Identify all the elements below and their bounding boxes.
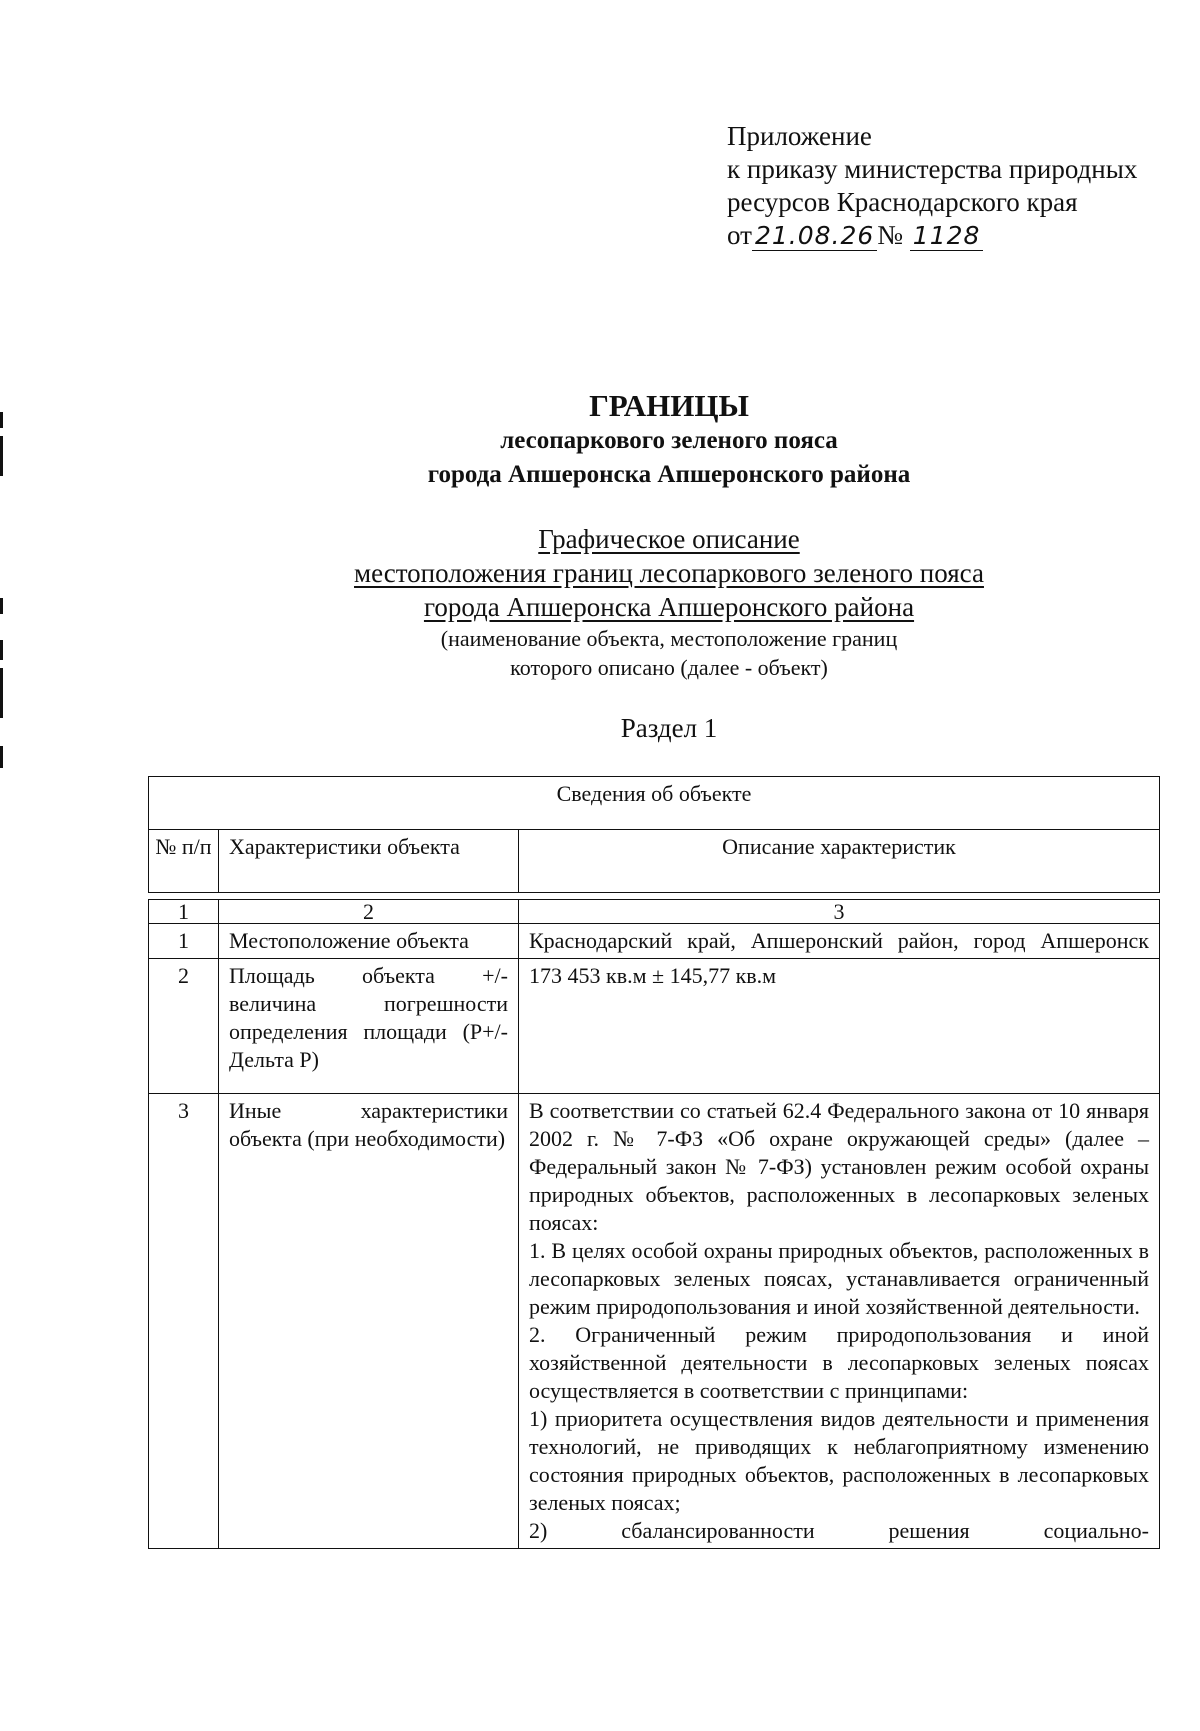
appendix-line-2: к приказу министерства природных xyxy=(727,154,1138,184)
handwritten-date: 21.08.26 xyxy=(752,221,877,251)
object-info-table xyxy=(148,899,1160,1549)
title-main: ГРАНИЦЫ xyxy=(589,388,749,423)
column-number-1: 1 xyxy=(149,900,219,924)
object-info-header-table xyxy=(148,776,1160,893)
row-characteristic: Местоположение объекта xyxy=(219,924,519,959)
description-paragraph: В соответствии со статьей 62.4 Федерального закона от 10 января 2002 г. № 7-ФЗ «Об охране окружающей среды» (далее – Федеральный закон № 7-ФЗ) установлен режим особой охраны природных объектов, расположенных в лесопарковых зеленых поясах: xyxy=(529,1098,1149,1235)
description-paragraph: 1. В целях особой охраны природных объектов, расположенных в лесопарковых зеленых поясах, устанавливается ограниченный режим природопользования и иной хозяйственной деятельности. xyxy=(529,1238,1149,1319)
document-title xyxy=(0,388,1200,492)
table-row xyxy=(149,924,1160,959)
row-description: Краснодарский край, Апшеронский район, город Апшеронск xyxy=(519,924,1160,959)
title-subtitle-2: города Апшеронска Апшеронского района xyxy=(427,461,911,488)
row-number: 1 xyxy=(149,924,219,959)
header-description: Описание характеристик xyxy=(519,830,1160,893)
graphic-note-1: (наименование объекта, местоположение границ xyxy=(440,626,898,651)
graphic-line-1: Графическое описание xyxy=(538,524,800,554)
appendix-block xyxy=(727,120,1137,252)
row-characteristic: Площадь объекта +/- величина погрешности определения площади (P+/- Дельта P) xyxy=(219,959,519,1094)
column-number-row xyxy=(149,900,1160,924)
appendix-line-3: ресурсов Краснодарского края xyxy=(727,187,1078,217)
table-row xyxy=(149,1094,1160,1549)
row-description xyxy=(519,1094,1160,1549)
title-subtitle-1: лесопаркового зеленого пояса xyxy=(500,427,838,454)
graphic-description xyxy=(0,522,1200,682)
table-caption: Сведения об объекте xyxy=(149,777,1160,830)
section-heading: Раздел 1 xyxy=(620,713,718,743)
header-characteristic: Характеристики объекта xyxy=(219,830,519,893)
row-description: 173 453 кв.м ± 145,77 кв.м xyxy=(519,959,1160,1094)
appendix-date-line xyxy=(727,219,1137,252)
description-paragraph: 2) сбалансированности решения социально- xyxy=(529,1518,1149,1543)
description-paragraph: 1) приоритета осуществления видов деятельности и применения технологий, не приводящих к неблагоприятному изменению состояния природных объектов, расположенных в лесопарковых зеленых поясах; xyxy=(529,1406,1149,1515)
graphic-note-2: которого описано (далее - объект) xyxy=(510,655,828,680)
column-number-2: 2 xyxy=(219,900,519,924)
scan-edge-mark xyxy=(0,746,3,768)
header-number: № п/п xyxy=(149,830,219,893)
row-number: 2 xyxy=(149,959,219,1094)
appendix-line-1: Приложение xyxy=(727,121,872,151)
column-number-3: 3 xyxy=(519,900,1160,924)
handwritten-number: 1128 xyxy=(910,221,984,251)
graphic-line-3: города Апшеронска Апшеронского района xyxy=(423,592,915,622)
description-paragraph: 2. Ограниченный режим природопользования и иной хозяйственной деятельности в лесопарковых зеленых поясах осуществляется в соответствии с принципами: xyxy=(529,1322,1149,1403)
number-prefix: № xyxy=(877,220,904,250)
table-row xyxy=(149,959,1160,1094)
date-prefix: от xyxy=(727,220,752,250)
row-characteristic: Иные характеристики объекта (при необходимости) xyxy=(219,1094,519,1549)
row-number: 3 xyxy=(149,1094,219,1549)
graphic-line-2: местоположения границ лесопаркового зеленого пояса xyxy=(354,558,984,588)
